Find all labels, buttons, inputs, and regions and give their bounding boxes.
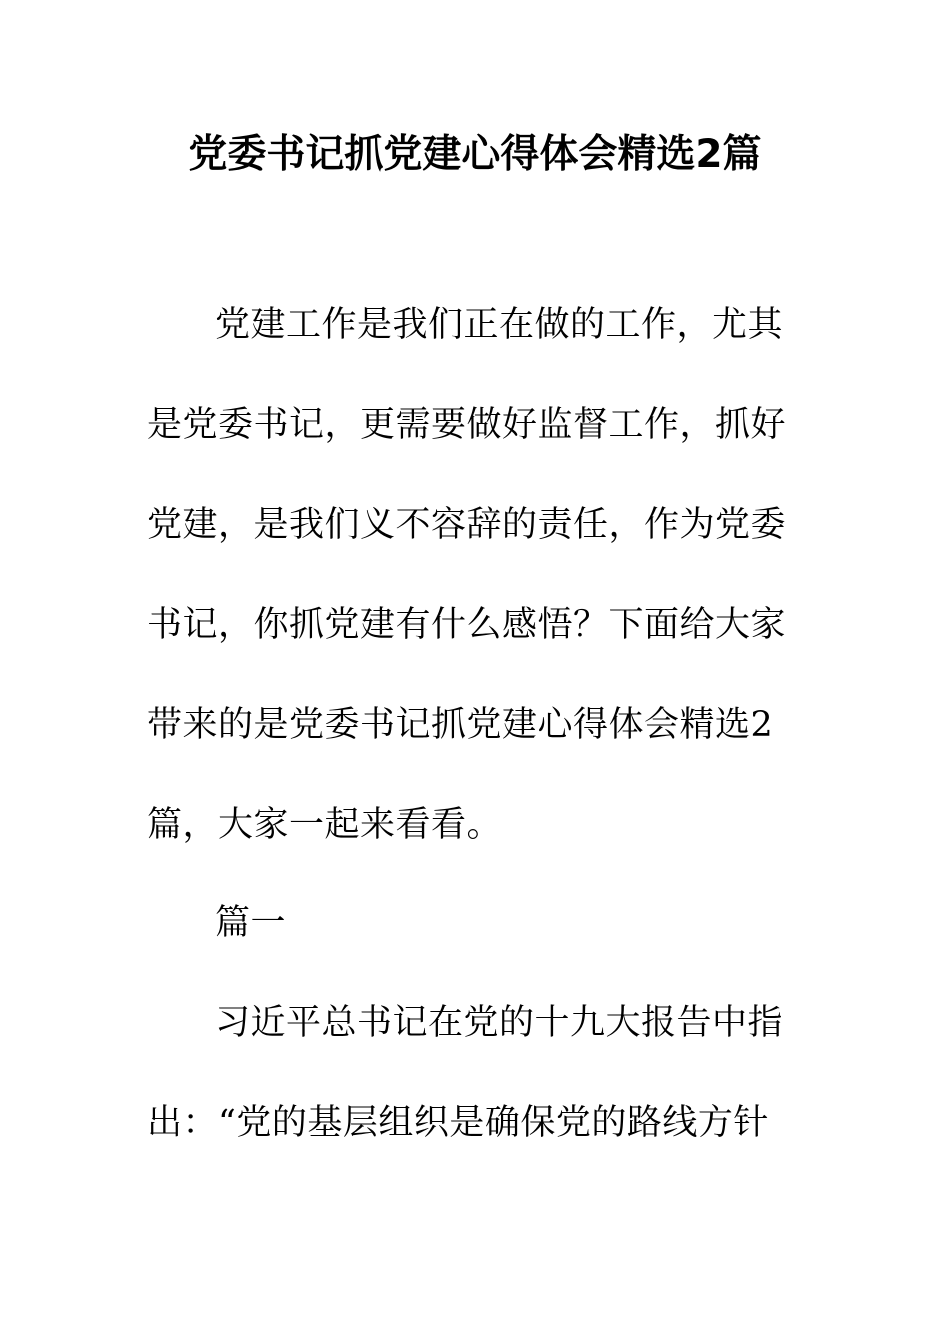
paragraph-line: 是党委书记，更需要做好监督工作，抓好 — [147, 405, 787, 445]
paragraph-line: 带来的是党委书记抓党建心得体会精选2 — [147, 705, 774, 745]
paragraph-line: 党建，是我们义不容辞的责任，作为党委 — [147, 505, 787, 545]
paragraph-line: 出：“党的基层组织是确保党的路线方针 — [147, 1103, 769, 1143]
paragraph-line: 书记，你抓党建有什么感悟？下面给大家 — [147, 605, 787, 645]
paragraph-line: 习近平总书记在党的十九大报告中指 — [215, 1003, 784, 1043]
section-heading: 篇一 — [215, 903, 287, 943]
paragraph-line: 党建工作是我们正在做的工作，尤其 — [215, 305, 784, 345]
paragraph-line: 篇，大家一起来看看。 — [147, 805, 503, 845]
document-title: 党委书记抓党建心得体会精选2篇 — [188, 132, 762, 177]
